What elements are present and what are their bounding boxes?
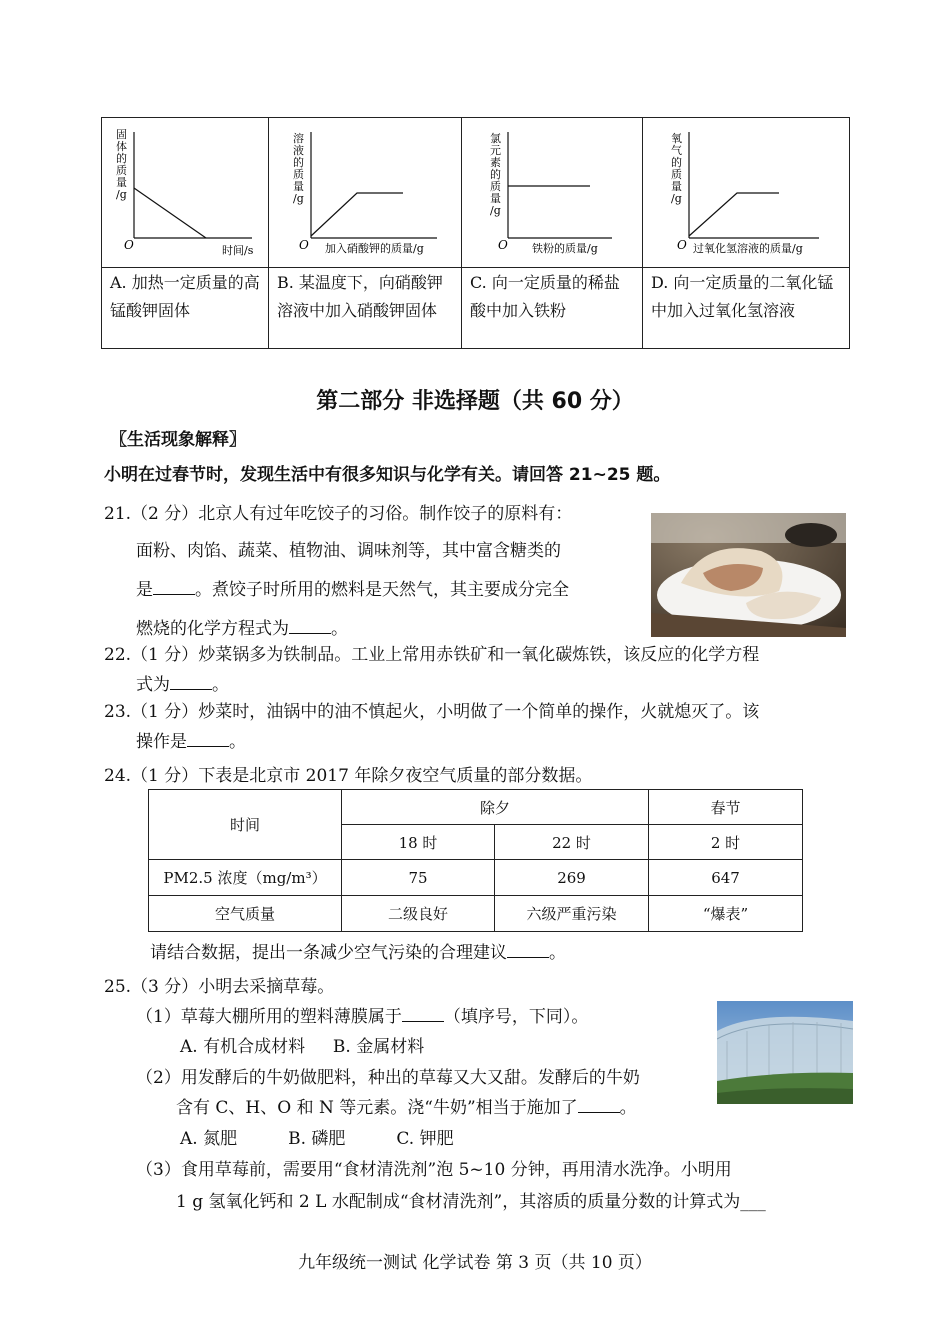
subsection-heading: 〖生活现象解释〗 [110,430,246,450]
page-footer: 九年级统一测试 化学试卷 第 3 页（共 10 页） [298,1253,652,1273]
answer-blank[interactable] [507,943,549,958]
graph-a-origin: O [124,238,134,252]
q25-sub3-line2: 1 g 氢氧化钙和 2 L 水配制成“食材清洗剂”，其溶质的质量分数的计算式为___ [176,1192,766,1212]
graph-b-origin: O [299,238,309,252]
graph-c [462,118,642,263]
section-title: 第二部分 非选择题（共 60 分） [316,389,634,414]
q24-line2: 请结合数据，提出一条减少空气污染的合理建议 。 [150,943,566,963]
graph-a-xlabel: 时间/s [222,244,254,257]
air-time-1: 18 时 [342,825,495,860]
answer-blank[interactable] [170,675,212,690]
air-pm25-label: PM2.5 浓度（mg/m³） [149,860,342,896]
q24-line1: 24.（1 分）下表是北京市 2017 年除夕夜空气质量的部分数据。 [104,766,593,786]
graph-cell-a [102,118,269,268]
graph-caption-a: A. 加热一定质量的高锰酸钾固体 [102,268,269,349]
graph-options-table [101,117,850,349]
air-quality-label: 空气质量 [149,896,342,932]
graph-d-curve [689,193,779,236]
graph-b-xlabel: 加入硝酸钾的质量/g [325,242,424,255]
air-quality-value: 六级严重污染 [495,896,649,932]
air-quality-table [148,789,803,932]
graph-b-ylabel: 溶液的质量/g [293,132,304,205]
graph-c-origin: O [498,238,508,252]
graph-caption-b: B. 某温度下，向硝酸钾溶液中加入硝酸钾固体 [269,268,462,349]
air-pm25-value: 269 [495,860,649,896]
answer-blank[interactable] [578,1098,620,1113]
q25-sub2-line2: 含有 C、H、O 和 N 等元素。浇“牛奶”相当于施加了 。 [176,1098,637,1118]
q21-line1: 21.（2 分）北京人有过年吃饺子的习俗。制作饺子的原料有： [104,504,573,524]
graph-a-ylabel: 固体的质量/g [116,128,127,201]
graph-d-origin: O [677,238,687,252]
q21-line4: 燃烧的化学方程式为 。 [136,619,348,639]
intro-text: 小明在过春节时，发现生活中有很多知识与化学有关。请回答 21~25 题。 [104,465,671,485]
q25-sub1-options: A. 有机合成材料 B. 金属材料 [180,1037,425,1057]
graph-cell-d [643,118,850,268]
graph-a [102,118,267,263]
q23-line2: 操作是 。 [136,732,246,752]
q22-line2: 式为 。 [136,675,229,695]
q25-sub2-line1: （2）用发酵后的牛奶做肥料，种出的草莓又大又甜。发酵后的牛奶 [136,1068,640,1088]
air-quality-value: 二级良好 [342,896,495,932]
air-time-2: 22 时 [495,825,649,860]
dumpling-photo [651,513,846,637]
air-header-chunjie: 春节 [649,790,803,825]
graph-c-ylabel: 氯元素的质量/g [490,132,501,217]
graph-d-xlabel: 过氧化氢溶液的质量/g [693,242,803,255]
graph-caption-c: C. 向一定质量的稀盐酸中加入铁粉 [462,268,643,349]
q25-line1: 25.（3 分）小明去采摘草莓。 [104,977,335,997]
air-pm25-value: 75 [342,860,495,896]
graph-d-ylabel: 氧气的质量/g [671,132,682,205]
q22-line1: 22.（1 分）炒菜锅多为铁制品。工业上常用赤铁矿和一氧化碳炼铁，该反应的化学方程 [104,645,760,665]
air-header-time: 时间 [149,790,342,860]
q25-sub1: （1）草莓大棚所用的塑料薄膜属于 （填序号，下同）。 [136,1007,589,1027]
answer-blank[interactable] [187,732,229,747]
q21-line3: 是 。煮饺子时所用的燃料是天然气，其主要成分完全 [136,580,569,600]
graph-cell-b [269,118,462,268]
graph-cell-c [462,118,643,268]
graph-b-curve [311,193,403,236]
graph-a-curve [134,188,206,238]
q25-sub3-line1: （3）食用草莓前，需要用“食材清洗剂”泡 5~10 分钟，再用清水洗净。小明用 [136,1160,732,1180]
answer-blank[interactable] [153,580,195,595]
air-time-3: 2 时 [649,825,803,860]
answer-blank[interactable] [402,1007,444,1022]
graph-b [269,118,459,263]
graph-c-xlabel: 铁粉的质量/g [532,242,598,255]
q25-sub2-options: A. 氮肥 B. 磷肥 C. 钾肥 [180,1129,454,1149]
q23-line1: 23.（1 分）炒菜时，油锅中的油不慎起火，小明做了一个简单的操作，火就熄灭了。该 [104,702,760,722]
greenhouse-photo [717,1001,853,1104]
graph-d [643,118,848,263]
air-header-chuxi: 除夕 [342,790,649,825]
q21-line2: 面粉、肉馅、蔬菜、植物油、调味剂等，其中富含糖类的 [136,541,561,561]
graph-caption-d: D. 向一定质量的二氧化锰中加入过氧化氢溶液 [643,268,850,349]
air-pm25-value: 647 [649,860,803,896]
answer-blank[interactable] [289,619,331,634]
air-quality-value: “爆表” [649,896,803,932]
